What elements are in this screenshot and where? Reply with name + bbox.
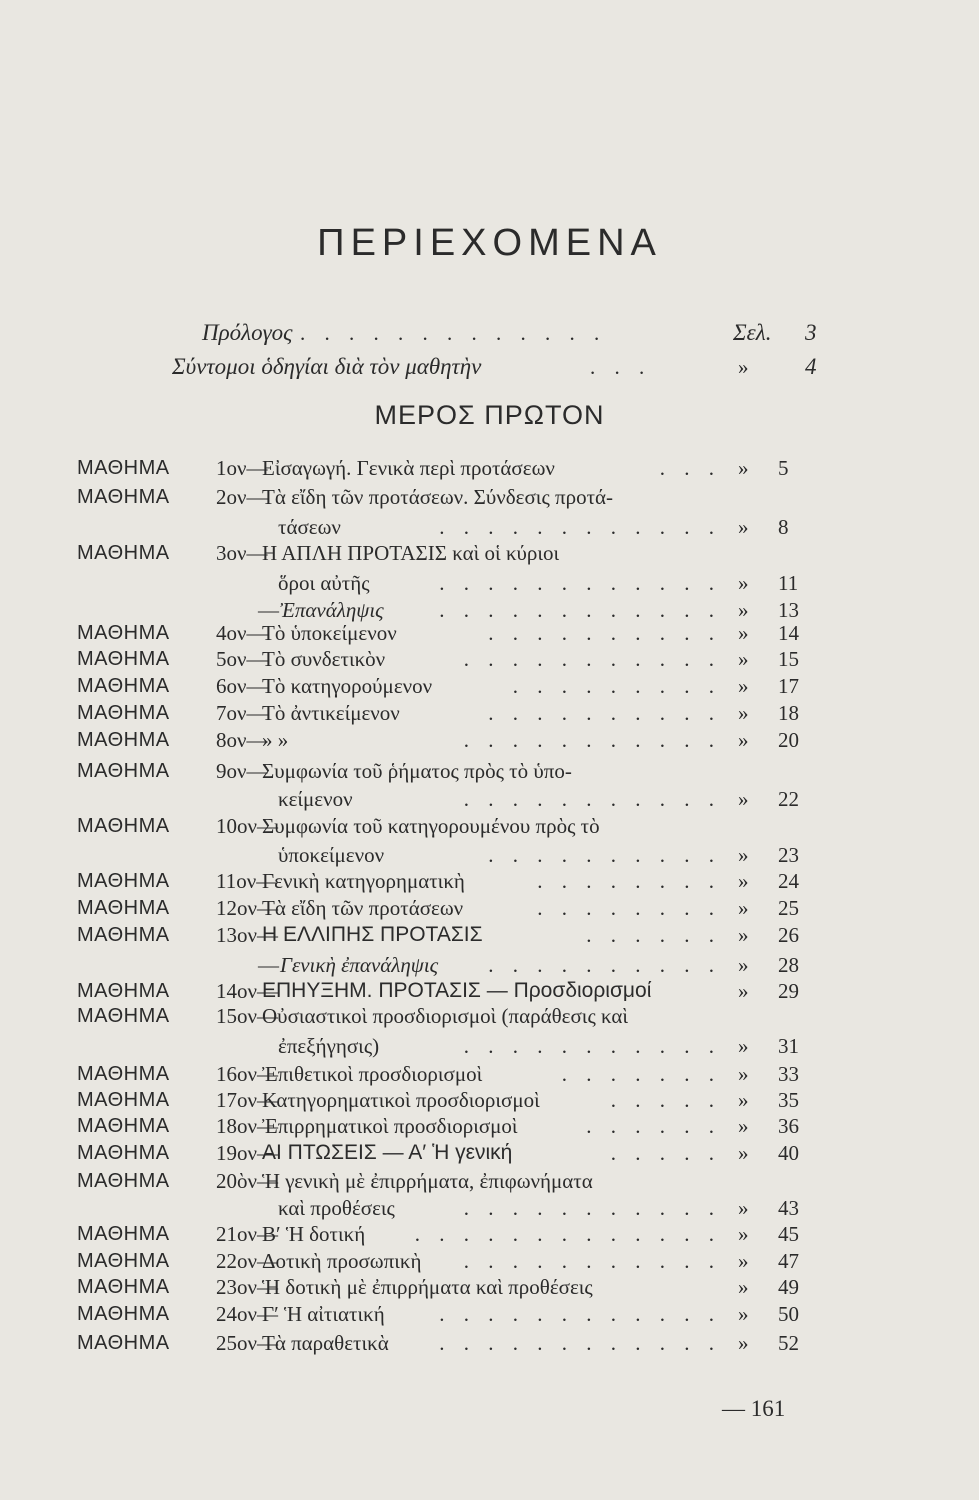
- lesson-number: 8ον—: [216, 728, 268, 752]
- lesson-number: 16ον—: [216, 1062, 278, 1086]
- page-mark: »: [738, 1062, 749, 1086]
- lesson-label: ΜΑΘΗΜΑ: [77, 924, 170, 946]
- lesson-number: 14ον—: [216, 979, 278, 1003]
- lesson-title: Ἐπιρρηματικοὶ προσδιορισμοὶ: [262, 1114, 518, 1138]
- lesson-title-continued: τάσεων: [278, 515, 341, 539]
- leader-dots: . . . . . . . . . .: [488, 701, 721, 725]
- page-title: ΠΕΡΙΕΧΟΜΕΝΑ: [317, 222, 662, 264]
- page-number: 24: [778, 869, 799, 893]
- page-mark: »: [738, 923, 749, 947]
- leader-dots: . . . . . . . . . . .: [463, 647, 721, 671]
- lesson-title: Ἡ γενικὴ μὲ ἐπιρρήματα, ἐπιφωνήματα: [262, 1169, 593, 1193]
- leader-dots: . . .: [659, 456, 721, 480]
- lesson-number: 17ον—: [216, 1088, 278, 1112]
- lesson-number: 1ον—: [216, 456, 268, 480]
- lesson-number: 7ον—: [216, 701, 268, 725]
- lesson-label: ΜΑΘΗΜΑ: [77, 1332, 170, 1354]
- lesson-label: ΜΑΘΗΜΑ: [77, 1005, 170, 1027]
- lesson-title: ΕΠΗΥΞΗΜ. ΠΡΟΤΑΣΙΣ — Προσδιορισμοί: [262, 979, 652, 1002]
- page-mark: »: [738, 1302, 749, 1326]
- leader-dots: . . . . .: [610, 1088, 721, 1112]
- page-number: 36: [778, 1114, 799, 1138]
- page-mark: »: [738, 953, 749, 977]
- entry-text: Πρόλογος: [202, 320, 293, 345]
- page-mark: »: [738, 674, 749, 698]
- page-mark: »: [738, 571, 749, 595]
- lesson-number: 23ον—: [216, 1275, 278, 1299]
- lesson-label: ΜΑΘΗΜΑ: [77, 1115, 170, 1137]
- page-number: 31: [778, 1034, 799, 1058]
- leader-dots: . . . . . . . . . . . .: [439, 1302, 721, 1326]
- leader-dots: . . . . .: [610, 1141, 721, 1165]
- lesson-title: Γενικὴ κατηγορηματικὴ: [262, 869, 465, 893]
- page-number: 13: [778, 598, 799, 622]
- page-number: 5: [778, 456, 789, 480]
- lesson-label: ΜΑΘΗΜΑ: [77, 870, 170, 892]
- lesson-number: 20ὸν—: [216, 1169, 278, 1193]
- page-number: 28: [778, 953, 799, 977]
- page-number: 17: [778, 674, 799, 698]
- page-mark: »: [738, 598, 749, 622]
- lesson-label: ΜΑΘΗΜΑ: [77, 1142, 170, 1164]
- lesson-title: Τὰ εἴδη τῶν προτάσεων. Σύνδεσις προτά-: [262, 485, 614, 509]
- lesson-title: Οὐσιαστικοὶ προσδιορισμοὶ (παράθεσις καὶ: [262, 1004, 629, 1028]
- page-mark: »: [738, 647, 749, 671]
- page-mark: »: [738, 701, 749, 725]
- page-mark: »: [738, 787, 749, 811]
- page-mark: »: [738, 869, 749, 893]
- page-number: 47: [778, 1249, 799, 1273]
- lesson-number: 12ον—: [216, 896, 278, 920]
- lesson-label: ΜΑΘΗΜΑ: [77, 815, 170, 837]
- leader-dots: . . . . . . . .: [537, 869, 721, 893]
- leader-dots: . . . . . . . . . .: [488, 621, 721, 645]
- page-number: 35: [778, 1088, 799, 1112]
- leader-dots: . . . . . . . . . . .: [463, 1249, 721, 1273]
- lesson-label: ΜΑΘΗΜΑ: [77, 897, 170, 919]
- page-mark: »: [738, 1034, 749, 1058]
- lesson-title: Ἐπανάληψις: [280, 598, 384, 622]
- lesson-number: 25ον—: [216, 1331, 278, 1355]
- lesson-title: Τὸ ὑποκείμενον: [262, 621, 397, 645]
- page-mark: »: [738, 456, 749, 480]
- lesson-title: ΑΙ ΠΤΩΣΕΙΣ — Α′ Ἡ γενική: [262, 1141, 513, 1164]
- lesson-title: Τὸ ἀντικείμενον: [262, 701, 400, 725]
- page-number: 23: [778, 843, 799, 867]
- lesson-label: ΜΑΘΗΜΑ: [77, 486, 170, 508]
- lesson-title: Τὰ εἴδη τῶν προτάσεων: [262, 896, 464, 920]
- leader-dots: . . . . . . . . . . . .: [439, 598, 721, 622]
- leader-dots: . . . . . . . . . . . .: [439, 1331, 721, 1355]
- page-number: 50: [778, 1302, 799, 1326]
- page-number: 29: [778, 979, 799, 1003]
- page-number: 14: [778, 621, 799, 645]
- lesson-number: 13ον—: [216, 923, 278, 947]
- lesson-title: Τὸ συνδετικὸν: [262, 647, 386, 671]
- lesson-number: 4ον—: [216, 621, 268, 645]
- lesson-number: 11ον—: [216, 869, 278, 893]
- lesson-title: Ἡ δοτικὴ μὲ ἐπιρρήματα καὶ προθέσεις: [262, 1275, 593, 1299]
- page-number: 8: [778, 515, 789, 539]
- leader-dots: . . . . . .: [586, 1114, 721, 1138]
- lesson-number: 10ον—: [216, 814, 278, 838]
- leader-dots: . . . . . . . . . . . . .: [414, 1222, 721, 1246]
- page-number: 4: [805, 354, 817, 379]
- leader-dots: . . . . . . . .: [537, 896, 721, 920]
- page-mark: »: [738, 1196, 749, 1220]
- lesson-title-continued: ὑποκείμενον: [278, 843, 385, 867]
- entry-text: Σύντομοι ὁδηγίαι διὰ τὸν μαθητὴν: [172, 354, 482, 379]
- lesson-label: ΜΑΘΗΜΑ: [77, 1303, 170, 1325]
- lesson-title-continued: ὅροι αὐτῆς: [278, 571, 370, 595]
- lesson-number: 24ον—: [216, 1302, 278, 1326]
- leader-dots: . . .: [590, 355, 652, 379]
- page-mark: »: [738, 1275, 749, 1299]
- leader-dots: . . . . . . . . . . .: [463, 728, 721, 752]
- lesson-title: Κατηγορηματικοὶ προσδιορισμοὶ: [262, 1088, 540, 1112]
- lesson-title: Τὰ παραθετικὰ: [262, 1331, 389, 1355]
- lesson-label: ΜΑΘΗΜΑ: [77, 1250, 170, 1272]
- page-mark: »: [738, 1249, 749, 1273]
- lesson-label: ΜΑΘΗΜΑ: [77, 1223, 170, 1245]
- leader-dots: . . . . . . . . . . .: [463, 1034, 721, 1058]
- lesson-title: Γενικὴ ἐπανάληψις: [280, 953, 439, 977]
- lesson-title: Β′ Ἡ δοτική: [262, 1222, 366, 1246]
- lesson-title: Ἐπιθετικοὶ προσδιορισμοὶ: [262, 1062, 483, 1086]
- lesson-number: 5ον—: [216, 647, 268, 671]
- lesson-number: 9ον—: [216, 759, 268, 783]
- page-mark: Σελ.: [733, 320, 772, 345]
- lesson-label: ΜΑΘΗΜΑ: [77, 1170, 170, 1192]
- lesson-number: 18ον—: [216, 1114, 278, 1138]
- page-mark: »: [738, 1222, 749, 1246]
- leader-dots: . . . . . . . . . . . .: [439, 571, 721, 595]
- lesson-label: ΜΑΘΗΜΑ: [77, 760, 170, 782]
- page-mark: »: [738, 843, 749, 867]
- page-mark: »: [738, 1114, 749, 1138]
- page-number: 33: [778, 1062, 799, 1086]
- lesson-title-continued: κείμενον: [278, 787, 353, 811]
- page-number: 18: [778, 701, 799, 725]
- page-number: 26: [778, 923, 799, 947]
- leader-dots: . . . . . . . . . .: [488, 843, 721, 867]
- page-number: 20: [778, 728, 799, 752]
- leader-dots: . . . . . . . . .: [512, 674, 721, 698]
- lesson-number: 2ον—: [216, 485, 268, 509]
- leader-dots: . . . . . . . . . . .: [463, 1196, 721, 1220]
- lesson-label: ΜΑΘΗΜΑ: [77, 542, 170, 564]
- page-mark: »: [738, 979, 749, 1003]
- lesson-title: Η ΕΛΛΙΠΗΣ ΠΡΟΤΑΣΙΣ: [262, 923, 483, 946]
- lesson-title: Συμφωνία τοῦ κατηγορουμένου πρὸς τὸ: [262, 814, 600, 838]
- page-mark: »: [738, 621, 749, 645]
- lesson-title: » »: [262, 728, 289, 752]
- lesson-label: ΜΑΘΗΜΑ: [77, 648, 170, 670]
- lesson-number: 6ον—: [216, 674, 268, 698]
- lesson-title-continued: καὶ προθέσεις: [278, 1196, 395, 1220]
- lesson-title: Εἰσαγωγή. Γενικὰ περὶ προτάσεων: [262, 456, 555, 480]
- leader-dots: . . . . . . . . . .: [488, 953, 721, 977]
- page-mark: »: [738, 1141, 749, 1165]
- leader-dots: . . . . . . . . . . .: [463, 787, 721, 811]
- leader-dots: . . . . . . .: [561, 1062, 721, 1086]
- lesson-number: 19ον—: [216, 1141, 278, 1165]
- lesson-number: 21ον—: [216, 1222, 278, 1246]
- page-number: 22: [778, 787, 799, 811]
- lesson-title: Συμφωνία τοῦ ῥήματος πρὸς τὸ ὑπο-: [262, 759, 572, 783]
- lesson-label: ΜΑΘΗΜΑ: [77, 622, 170, 644]
- page-mark: »: [738, 1331, 749, 1355]
- lesson-title: Γ′ Ἡ αἰτιατική: [262, 1302, 385, 1326]
- page-mark: »: [738, 728, 749, 752]
- page-number: 40: [778, 1141, 799, 1165]
- lesson-label: ΜΑΘΗΜΑ: [77, 702, 170, 724]
- page-number: 11: [778, 571, 799, 595]
- lesson-label: ΜΑΘΗΜΑ: [77, 980, 170, 1002]
- lesson-label: ΜΑΘΗΜΑ: [77, 1063, 170, 1085]
- page-number: 15: [778, 647, 799, 671]
- leader-dots: . . . . . . . . . . . . .: [300, 321, 607, 345]
- lesson-number: —: [258, 598, 279, 622]
- leader-dots: . . . . . . . . . . . .: [439, 515, 721, 539]
- lesson-title: Η ΑΠΛΗ ΠΡΟΤΑΣΙΣ καὶ οἱ κύριοι: [262, 541, 560, 565]
- page-number: 45: [778, 1222, 799, 1246]
- page-number: 3: [805, 320, 817, 345]
- lesson-title: Δοτικὴ προσωπικὴ: [262, 1249, 422, 1273]
- page-mark: »: [738, 896, 749, 920]
- page-mark: »: [738, 1088, 749, 1112]
- lesson-number: —: [258, 953, 279, 977]
- page-mark: »: [738, 355, 749, 379]
- page-mark: »: [738, 515, 749, 539]
- lesson-label: ΜΑΘΗΜΑ: [77, 675, 170, 697]
- page-number: 52: [778, 1331, 799, 1355]
- lesson-number: 22ον—: [216, 1249, 278, 1273]
- section-title: ΜΕΡΟΣ ΠΡΩΤΟΝ: [374, 400, 605, 430]
- page-number: 49: [778, 1275, 799, 1299]
- lesson-label: ΜΑΘΗΜΑ: [77, 1089, 170, 1111]
- lesson-label: ΜΑΘΗΜΑ: [77, 1276, 170, 1298]
- leader-dots: . . . . . .: [586, 923, 721, 947]
- page-folio: — 161: [722, 1396, 786, 1421]
- page-number: 43: [778, 1196, 799, 1220]
- lesson-label: ΜΑΘΗΜΑ: [77, 729, 170, 751]
- lesson-title: Τὸ κατηγορούμενον: [262, 674, 433, 698]
- lesson-label: ΜΑΘΗΜΑ: [77, 457, 170, 479]
- lesson-number: 15ον—: [216, 1004, 278, 1028]
- lesson-number: 3ον—: [216, 541, 268, 565]
- page-number: 25: [778, 896, 799, 920]
- lesson-title-continued: ἐπεξήγησις): [278, 1034, 380, 1058]
